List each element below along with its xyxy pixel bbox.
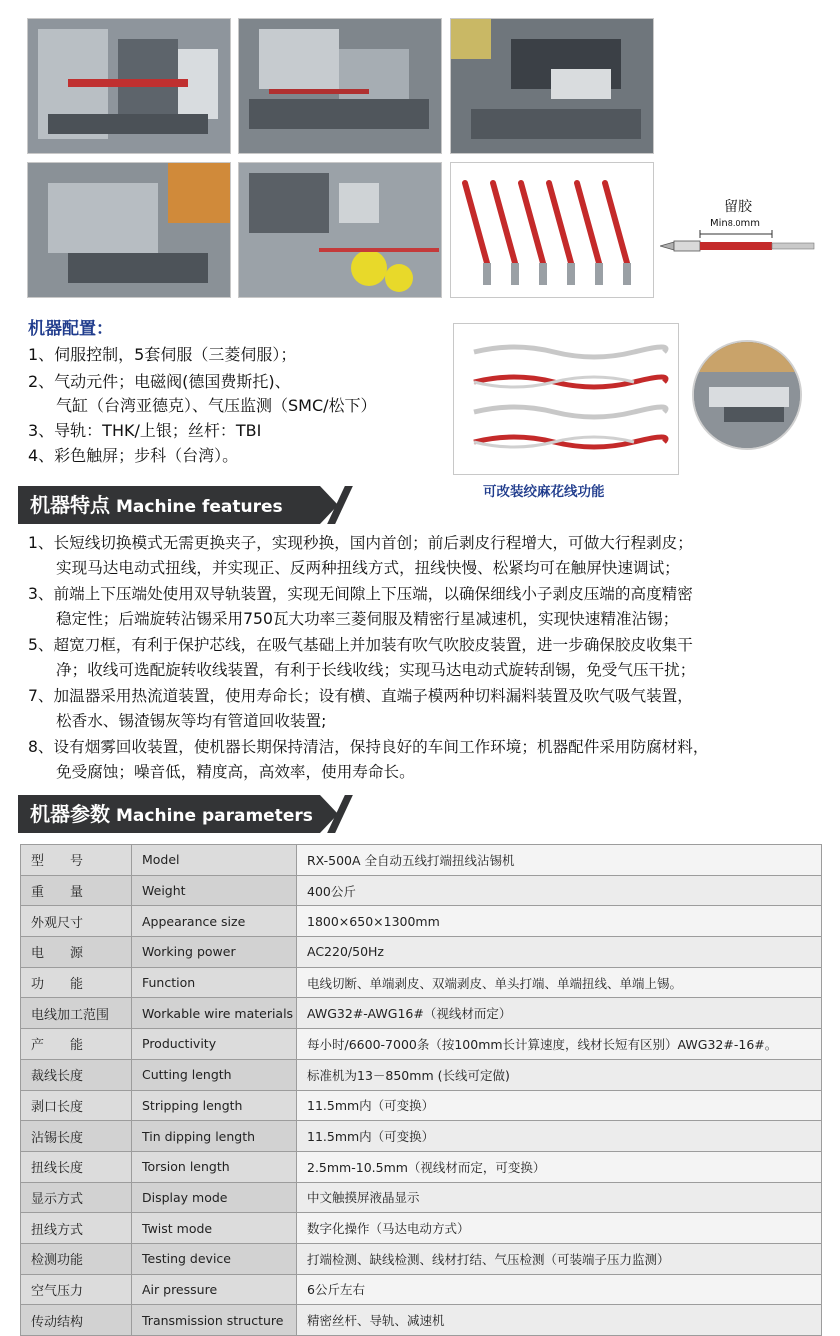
- features-title-en: Machine features: [116, 497, 283, 517]
- parameters-title-en: Machine parameters: [116, 806, 313, 826]
- photo-crimped-wires: [450, 162, 654, 298]
- feature-line-10: 免受腐蚀；噪音低，精度高，高效率，使用寿命长。: [56, 763, 415, 781]
- photo-machine-stripper: [27, 18, 231, 154]
- param-label-cn: 显示方式: [21, 1182, 132, 1213]
- param-label-cn: 电线加工范围: [21, 998, 132, 1029]
- param-value: 11.5mm内（可变换）: [297, 1121, 822, 1152]
- config-line-3: 气缸（台湾亚德克）、气压监测（SMC/松下）: [56, 396, 377, 415]
- feature-line-9: 8、设有烟雾回收装置，使机器长期保持清洁，保持良好的车间工作环境；机器配件采用防腐材料，: [28, 738, 709, 756]
- param-value: 6公斤左右: [297, 1274, 822, 1305]
- param-label-cn: 产 能: [21, 1029, 132, 1060]
- table-row: [21, 1182, 822, 1213]
- param-label-en: Working power: [132, 937, 297, 968]
- param-value: 1800×650×1300mm: [297, 906, 822, 937]
- config-line-4: 3、导轨：THK/上银；丝杆：TBI: [28, 421, 262, 440]
- param-value: 数字化操作（马达电动方式）: [297, 1213, 822, 1244]
- param-value: 精密丝杆、导轨、减速机: [297, 1305, 822, 1336]
- table-row: [21, 1213, 822, 1244]
- feature-line-3: 3、前端上下压端处使用双导轨装置，实现无间隙上下压端，以确保细线小子剥皮压端的高度精密: [28, 585, 693, 603]
- table-row: [21, 1305, 822, 1336]
- photo-machine-rail: [27, 162, 231, 298]
- param-label-en: Productivity: [132, 1029, 297, 1060]
- table-row: [21, 967, 822, 998]
- param-label-cn: 扭线长度: [21, 1151, 132, 1182]
- diagram-label-min: Min8.0mm: [710, 218, 760, 229]
- table-row: [21, 875, 822, 906]
- param-label-en: Twist mode: [132, 1213, 297, 1244]
- parameters-banner: [18, 795, 358, 833]
- feature-line-5: 5、超宽刀框，有利于保护芯线，在吸气基础上并加装有吹气吹胶皮装置，进一步确保胶皮收集干: [28, 636, 693, 654]
- photo-machine-clamp: [238, 18, 442, 154]
- param-label-cn: 空气压力: [21, 1274, 132, 1305]
- feature-line-6: 净；收线可选配旋转收线装置，有利于长线收线；实现马达电动式旋转刮锡，免受气压干扰；: [56, 661, 696, 679]
- table-row: [21, 1059, 822, 1090]
- param-value: 标准机为13－850mm (长线可定做): [297, 1059, 822, 1090]
- param-label-cn: 外观尺寸: [21, 906, 132, 937]
- param-label-en: Testing device: [132, 1243, 297, 1274]
- feature-line-1: 1、长短线切换模式无需更换夹子，实现秒换，国内首创；前后剥皮行程增大，可做大行程剥皮；: [28, 534, 693, 552]
- param-value: 每小时/6600-7000条（按100mm长计算速度，线材长短有区别）AWG32#-16#。: [297, 1029, 822, 1060]
- param-value: RX-500A 全自动五线打端扭线沾锡机: [297, 845, 822, 876]
- table-row: [21, 998, 822, 1029]
- param-value: AWG32#-AWG16#（视线材而定）: [297, 998, 822, 1029]
- param-label-cn: 功 能: [21, 967, 132, 998]
- param-label-en: Appearance size: [132, 906, 297, 937]
- param-value: 打端检测、缺线检测、线材打结、气压检测（可装端子压力监测）: [297, 1243, 822, 1274]
- param-label-en: Transmission structure: [132, 1305, 297, 1336]
- features-banner: [18, 486, 358, 524]
- twist-caption: 可改装绞麻花线功能: [483, 484, 605, 500]
- param-label-cn: 传动结构: [21, 1305, 132, 1336]
- table-row: [21, 845, 822, 876]
- table-row: [21, 1274, 822, 1305]
- param-value: 11.5mm内（可变换）: [297, 1090, 822, 1121]
- param-label-en: Display mode: [132, 1182, 297, 1213]
- param-label-cn: 检测功能: [21, 1243, 132, 1274]
- table-row: [21, 906, 822, 937]
- table-row: [21, 1121, 822, 1152]
- config-line-2: 2、气动元件；电磁阀(德国费斯托)、: [28, 372, 291, 391]
- param-label-en: Tin dipping length: [132, 1121, 297, 1152]
- table-row: [21, 1090, 822, 1121]
- diagram-wire-drawing: [660, 226, 820, 256]
- param-label-cn: 沾锡长度: [21, 1121, 132, 1152]
- photo-machine-cutter: [450, 18, 654, 154]
- param-label-en: Workable wire materials: [132, 998, 297, 1029]
- diagram-label-top: 留胶: [724, 199, 752, 215]
- param-label-cn: 电 源: [21, 937, 132, 968]
- table-row: [21, 1029, 822, 1060]
- param-label-en: Cutting length: [132, 1059, 297, 1090]
- feature-line-4: 稳定性；后端旋转沾锡采用750瓦大功率三菱伺服及精密行星减速机，实现快速精准沾锡；: [56, 610, 679, 628]
- param-label-en: Model: [132, 845, 297, 876]
- param-label-en: Torsion length: [132, 1151, 297, 1182]
- photo-machine-twister: [238, 162, 442, 298]
- param-value: 2.5mm-10.5mm（视线材而定，可变换）: [297, 1151, 822, 1182]
- feature-line-7: 7、加温器采用热流道装置，使用寿命长；设有横、直端子模两种切料漏料装置及吹气吸气装置，: [28, 687, 693, 705]
- param-label-en: Air pressure: [132, 1274, 297, 1305]
- features-title-cn: 机器特点: [30, 493, 110, 517]
- config-title: 机器配置：: [28, 319, 113, 339]
- table-row: [21, 1243, 822, 1274]
- param-value: 400公斤: [297, 875, 822, 906]
- param-value: AC220/50Hz: [297, 937, 822, 968]
- feature-line-2: 实现马达电动式扭线，并实现正、反两种扭线方式，扭线快慢、松紧均可在触屏快速调试；: [56, 559, 680, 577]
- wire-diagram: [660, 190, 820, 270]
- photo-twisted-wires: [453, 323, 679, 475]
- table-row: [21, 937, 822, 968]
- table-row: [21, 1151, 822, 1182]
- config-line-1: 1、伺服控制，5套伺服（三菱伺服）；: [28, 345, 297, 364]
- photo-closeup-circle: [692, 340, 802, 450]
- config-line-5: 4、彩色触屏；步科（台湾）。: [28, 446, 239, 465]
- param-label-cn: 剥口长度: [21, 1090, 132, 1121]
- param-label-en: Stripping length: [132, 1090, 297, 1121]
- param-value: 电线切断、单端剥皮、双端剥皮、单头打端、单端扭线、单端上锡。: [297, 967, 822, 998]
- param-label-en: Weight: [132, 875, 297, 906]
- param-value: 中文触摸屏液晶显示: [297, 1182, 822, 1213]
- param-label-en: Function: [132, 967, 297, 998]
- feature-line-8: 松香水、锡渣锡灰等均有管道回收装置;: [56, 712, 327, 730]
- param-label-cn: 扭线方式: [21, 1213, 132, 1244]
- parameters-title-cn: 机器参数: [30, 802, 110, 826]
- param-label-cn: 重 量: [21, 875, 132, 906]
- parameters-table: [20, 844, 822, 1336]
- param-label-cn: 型 号: [21, 845, 132, 876]
- param-label-cn: 裁线长度: [21, 1059, 132, 1090]
